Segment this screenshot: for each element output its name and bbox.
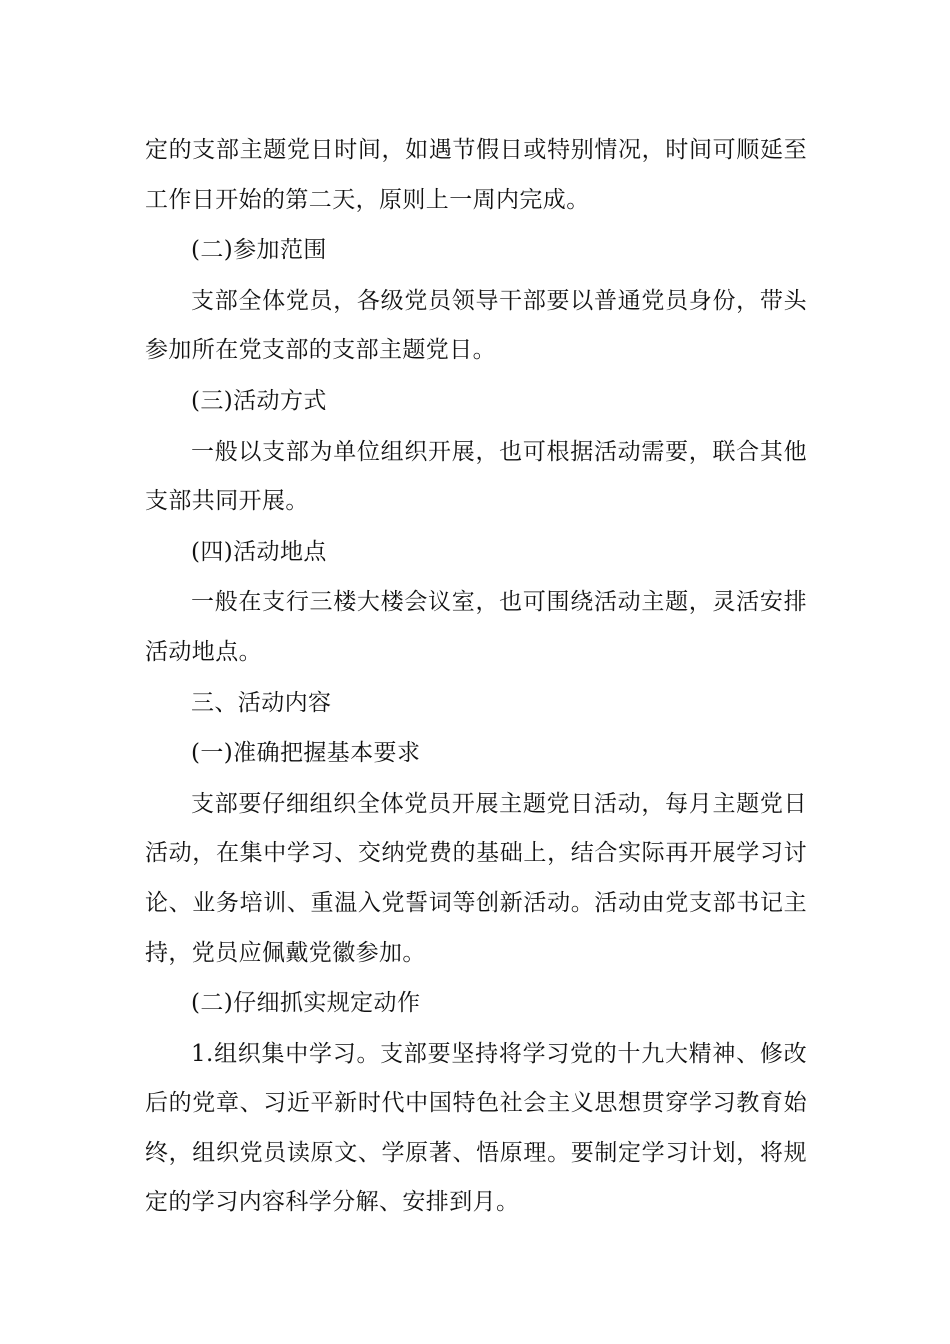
heading-activity-location: (四)活动地点 xyxy=(191,538,327,565)
paragraph-activity-location: 一般在支行三楼大楼会议室，也可围绕活动主题，灵活安排活动地点。 xyxy=(145,589,807,665)
paragraph-basic-requirements: 支部要仔细组织全体党员开展主题党日活动，每月主题党日活动，在集中学习、交纳党费的基础上，结合实际再开展学习讨论、业务培训、重温入党誓词等创新活动。活动由党支部书记主持，党员应佩戴党徽参加。 xyxy=(145,790,807,966)
paragraph-continuation: 定的支部主题党日时间，如遇节假日或特别情况，时间可顺延至工作日开始的第二天，原则上一周内完成。 xyxy=(145,137,807,213)
heading-activity-content: 三、活动内容 xyxy=(191,689,332,716)
paragraph-activity-method: 一般以支部为单位组织开展，也可根据活动需要，联合其他支部共同开展。 xyxy=(145,438,807,515)
document-body xyxy=(145,126,807,1229)
paragraph-collective-study: 1.组织集中学习。支部要坚持将学习党的十九大精神、修改后的党章、习近平新时代中国特色社会主义思想贯穿学习教育始终，组织党员读原文、学原著、悟原理。要制定学习计划，将规定的学习内容科学分解、安排到月。 xyxy=(145,1040,807,1216)
heading-participation-scope: (二)参加范围 xyxy=(191,237,327,264)
heading-basic-requirements: (一)准确把握基本要求 xyxy=(191,740,421,767)
heading-required-actions: (二)仔细抓实规定动作 xyxy=(191,990,421,1017)
heading-activity-method: (三)活动方式 xyxy=(191,387,327,414)
paragraph-participation-scope: 支部全体党员，各级党员领导干部要以普通党员身份，带头参加所在党支部的支部主题党日。 xyxy=(145,287,807,364)
